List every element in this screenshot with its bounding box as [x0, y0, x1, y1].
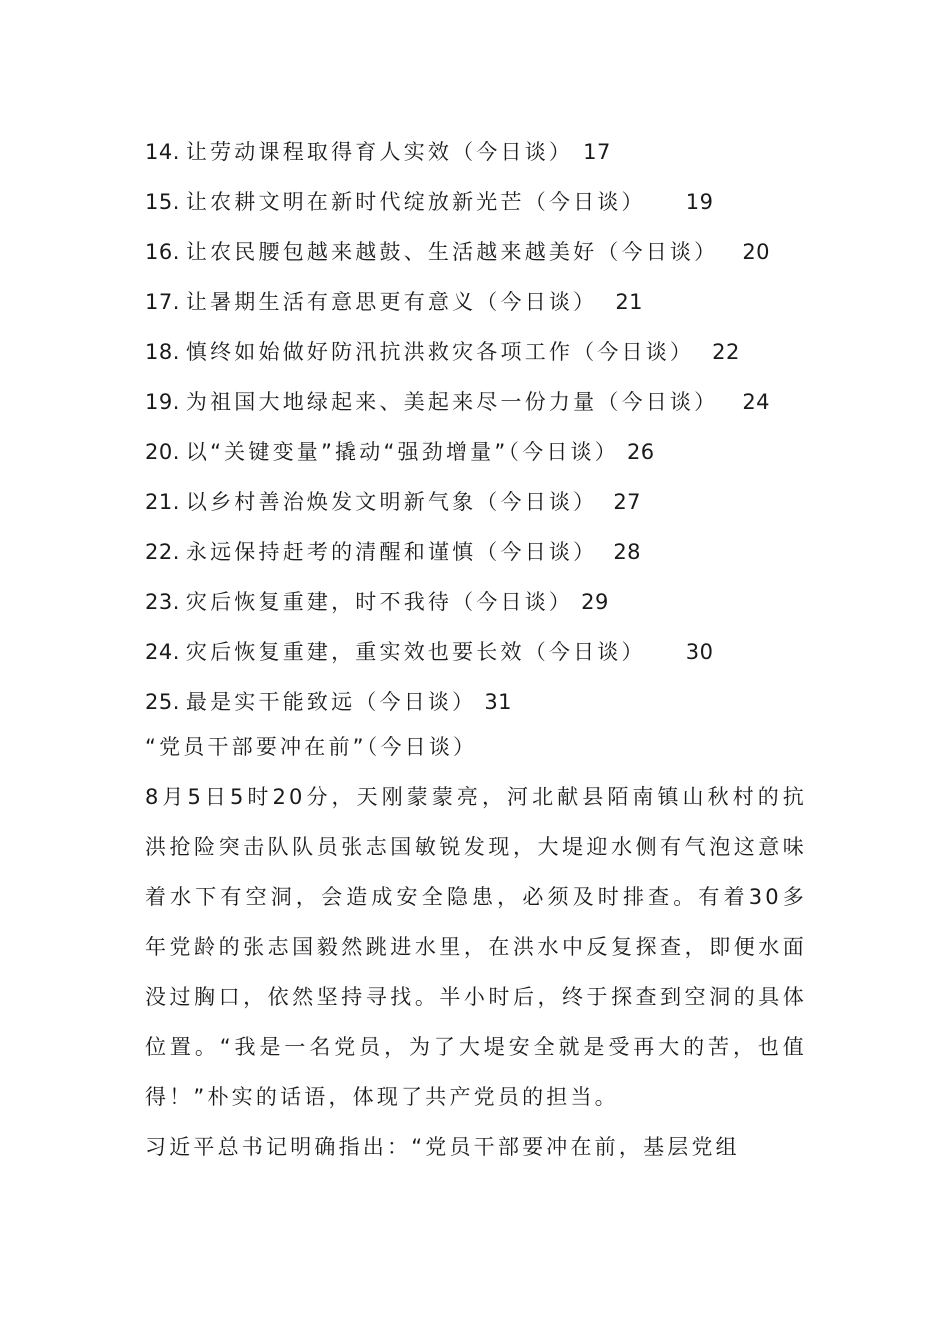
toc-title: 为祖国大地绿起来、美起来尽一份力量（今日谈） [185, 390, 719, 414]
toc-title: 最是实干能致远（今日谈） [185, 690, 477, 714]
toc-number: 16. [145, 240, 180, 264]
toc-entry[interactable] [145, 577, 825, 627]
toc-number: 18. [145, 340, 180, 364]
toc-page-number: 24 [742, 390, 771, 414]
toc-number: 19. [145, 390, 180, 414]
toc-entry[interactable] [145, 127, 825, 177]
toc-entry[interactable] [145, 277, 825, 327]
article-paragraph: 习近平总书记明确指出：“党员干部要冲在前，基层党组 [145, 1135, 740, 1159]
toc-entry[interactable] [145, 627, 825, 677]
toc-number: 17. [145, 290, 180, 314]
toc-number: 24. [145, 640, 180, 664]
toc-number: 20. [145, 440, 180, 464]
toc-number: 15. [145, 190, 180, 214]
toc-title: 以“关键变量”撬动“强劲增量”（今日谈） [185, 440, 619, 464]
toc-page-number: 28 [613, 540, 642, 564]
toc-page-number: 19 [685, 190, 714, 214]
toc-entry[interactable] [145, 527, 825, 577]
toc-page-number: 31 [484, 690, 513, 714]
toc-title: 灾后恢复重建，时不我待（今日谈） [185, 590, 574, 614]
toc-entry[interactable] [145, 427, 825, 477]
toc-number: 22. [145, 540, 180, 564]
toc-title: 让农耕文明在新时代绽放新光芒（今日谈） [185, 190, 646, 214]
table-of-contents [145, 127, 825, 727]
toc-page-number: 21 [615, 290, 644, 314]
article-paragraph: 8月5日5时20分，天刚蒙蒙亮，河北献县陌南镇山秋村的抗洪抢险突击队队员张志国敏锐发现，大堤迎水侧有气泡这意味着水下有空洞，会造成安全隐患，必须及时排查。有着30多年党龄的张志国毅然跳进水里，在洪水中反复探查，即便水面没过胸口，依然坚持寻找。半小时后，终于探查到空洞的具体位置。“我是一名党员，为了大堤安全就是受再大的苦，也值得！”朴实的话语，体现了共产党员的担当。 [145, 785, 807, 1109]
toc-entry[interactable] [145, 377, 825, 427]
toc-number: 23. [145, 590, 180, 614]
toc-page-number: 22 [712, 340, 740, 364]
toc-entry[interactable] [145, 227, 825, 277]
toc-title: 让劳动课程取得育人实效（今日谈） [185, 140, 574, 164]
article-body [145, 722, 807, 1172]
toc-page-number: 27 [613, 490, 642, 514]
toc-title: 灾后恢复重建，重实效也要长效（今日谈） [185, 640, 646, 664]
toc-entry[interactable] [145, 677, 825, 727]
article-title: “党员干部要冲在前”（今日谈） [145, 735, 478, 759]
toc-title: 以乡村善治焕发文明新气象（今日谈） [185, 490, 598, 514]
toc-page-number: 17 [583, 140, 611, 164]
toc-page-number: 26 [626, 440, 655, 464]
toc-entry[interactable] [145, 477, 825, 527]
toc-title: 让暑期生活有意思更有意义（今日谈） [185, 290, 598, 314]
toc-page-number: 30 [685, 640, 714, 664]
toc-number: 21. [145, 490, 180, 514]
toc-page-number: 29 [581, 590, 609, 614]
toc-title: 慎终如始做好防汛抗洪救灾各项工作（今日谈） [185, 340, 695, 364]
toc-title: 永远保持赶考的清醒和谨慎（今日谈） [185, 540, 598, 564]
toc-number: 14. [145, 140, 180, 164]
toc-page-number: 20 [742, 240, 771, 264]
toc-entry[interactable] [145, 327, 825, 377]
toc-title: 让农民腰包越来越鼓、生活越来越美好（今日谈） [185, 240, 719, 264]
toc-number: 25. [145, 690, 180, 714]
toc-entry[interactable] [145, 177, 825, 227]
